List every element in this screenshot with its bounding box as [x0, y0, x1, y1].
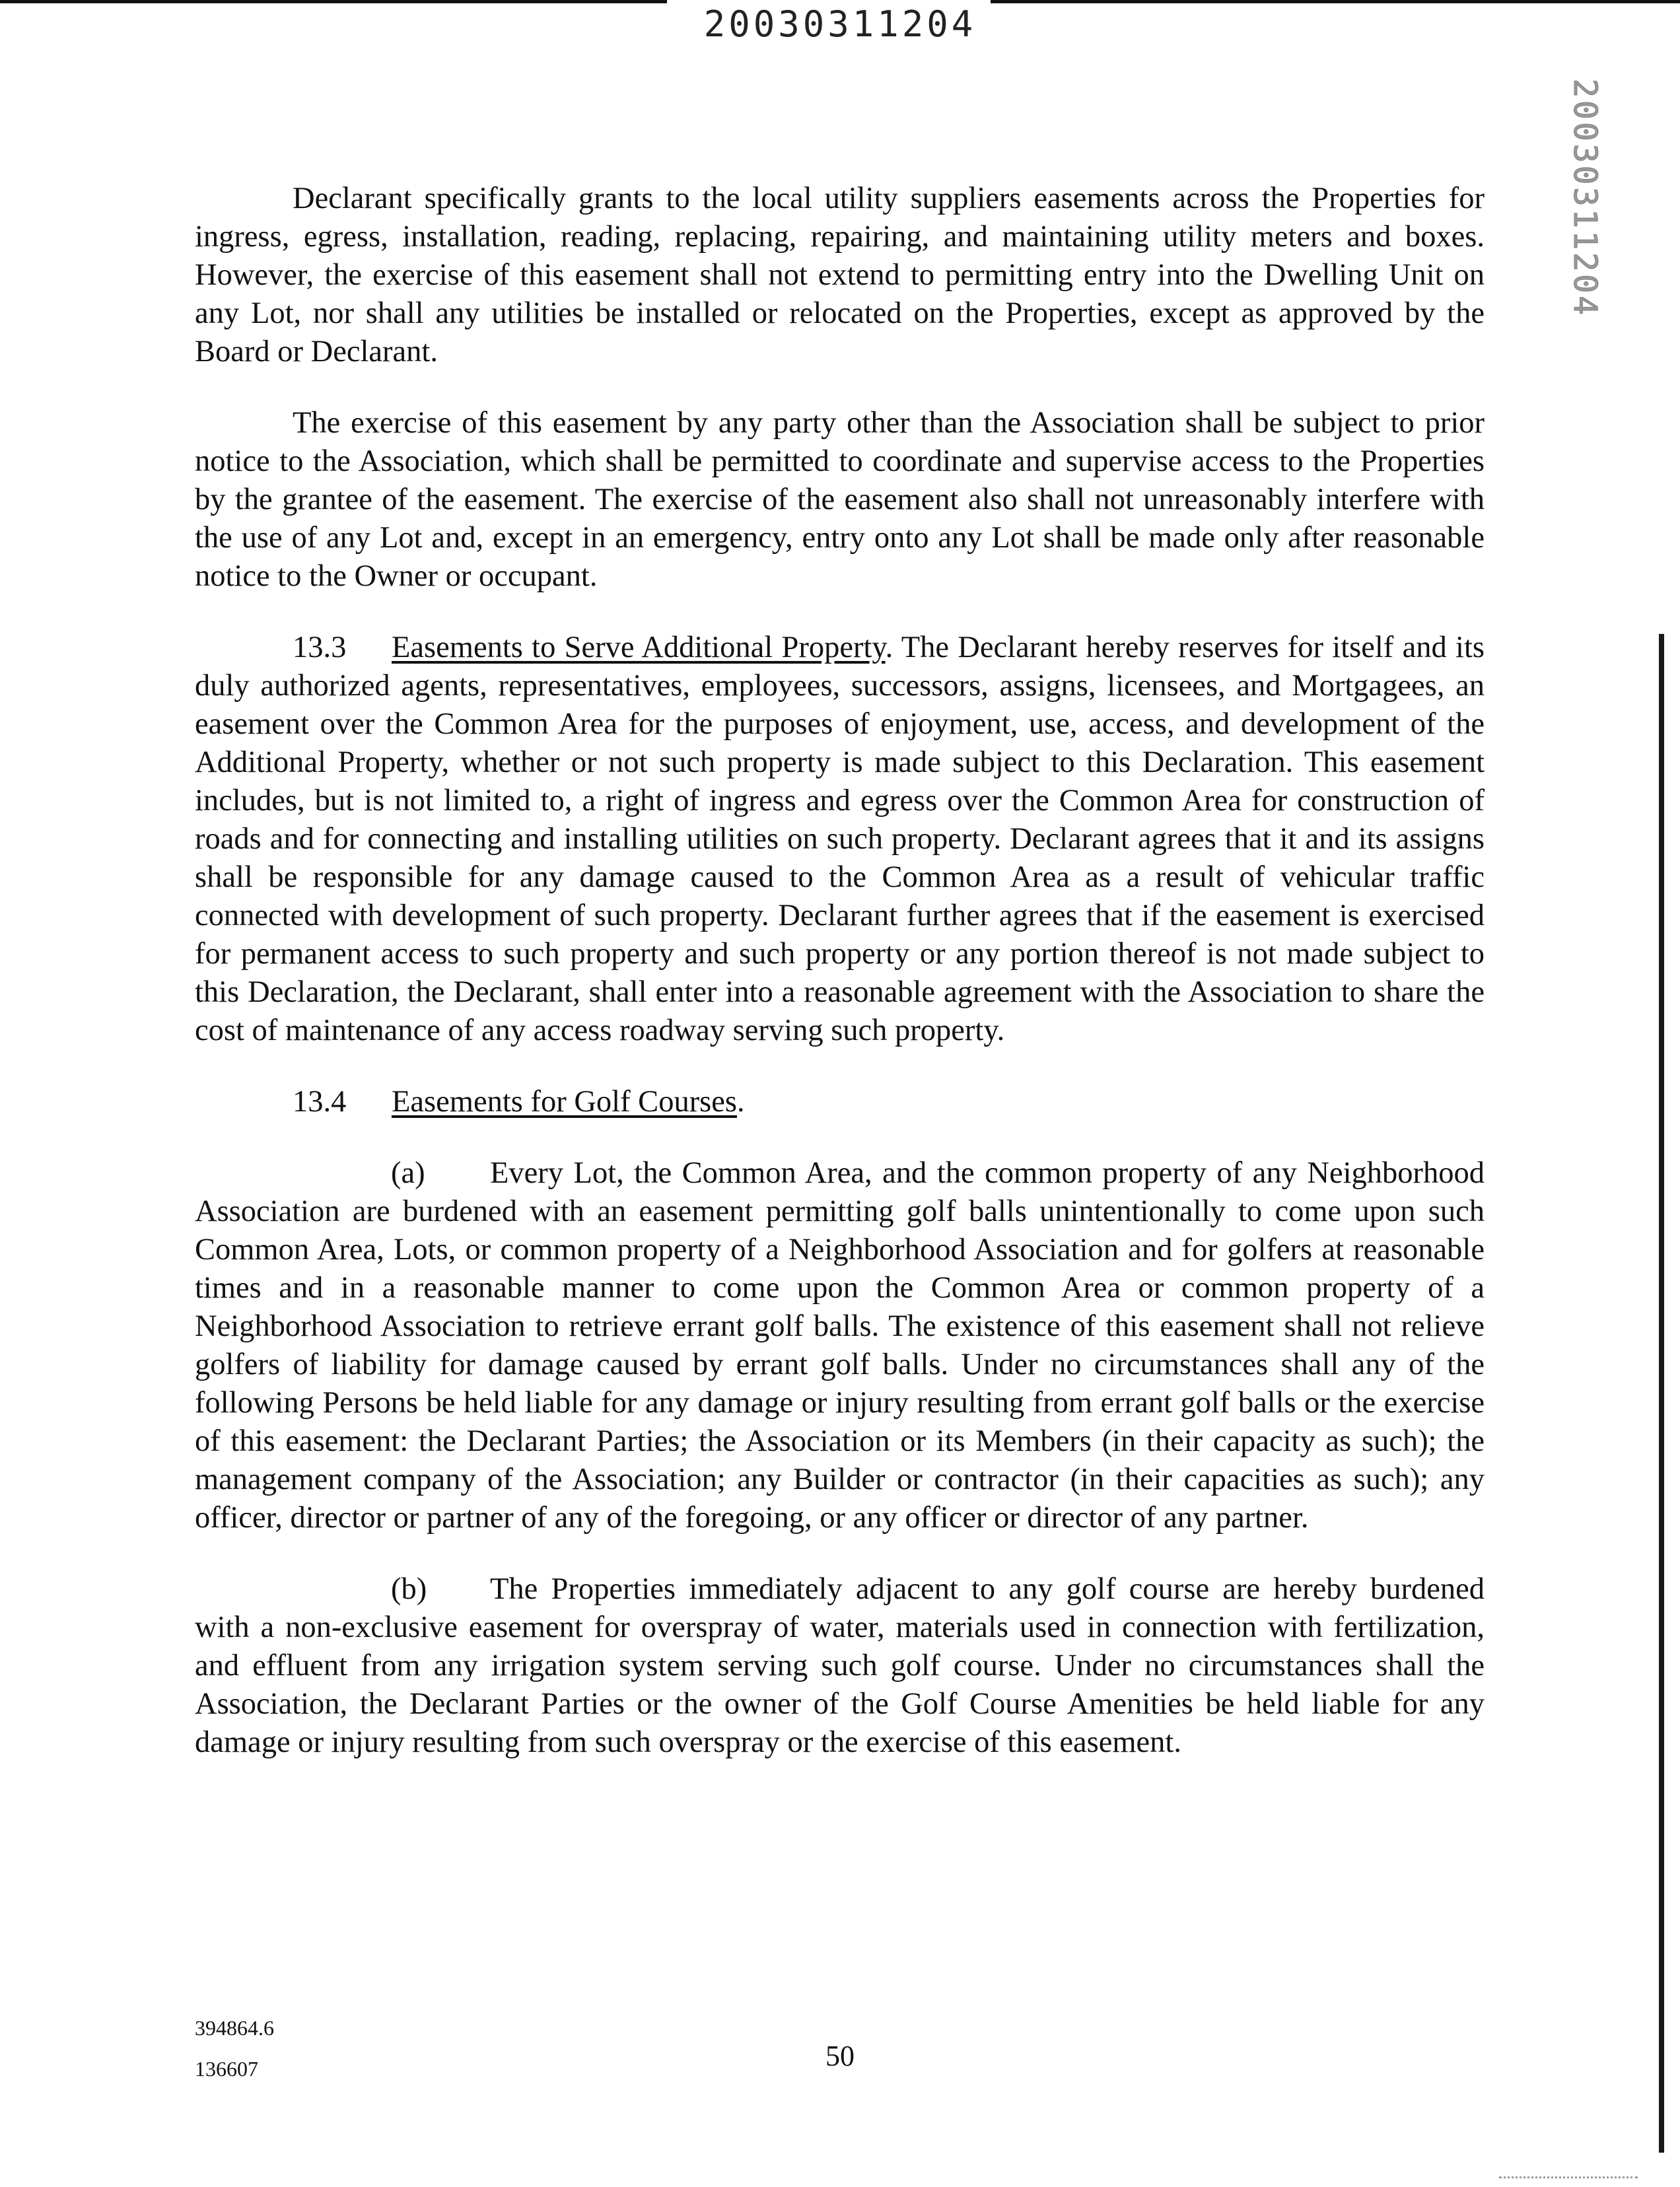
- section-13-3-title: Easements to Serve Additional Property: [392, 631, 886, 664]
- footer-doc-id-2: 136607: [195, 2057, 258, 2081]
- scan-edge-line: [1659, 634, 1664, 2153]
- section-13-4-title-suffix: .: [737, 1085, 745, 1119]
- section-13-4-heading: [195, 1083, 1485, 1121]
- section-13-4-title: Easements for Golf Courses: [392, 1085, 738, 1119]
- paragraph-easement-notice: The exercise of this easement by any party other than the Association shall be subject to prior notice to the Association, which shall be permitted to coordinate and supervise access to the Properties by the grantee of the easement. The exercise of the easement also shall not unreasonably interfere with the use of any Lot and, except in an emergency, entry onto any Lot shall be made only after reasonable notice to the Owner or occupant.: [195, 406, 1485, 593]
- scan-dots: [1499, 2176, 1638, 2178]
- side-stamp-text: 20030311204: [1566, 79, 1604, 318]
- section-13-4-b: [195, 1570, 1485, 1762]
- document-number: 20030311204: [703, 3, 977, 45]
- section-13-4-a-text: Every Lot, the Common Area, and the common property of any Neighborhood Association are burdened with an easement permitting golf balls unintentionally to come upon such Common Area, Lots, or common property of a Neighborhood Association and for golfers at reasonable times and in a reasonable manner to come upon the Common Area or common property of a Neighborhood Association to retrieve errant golf balls. The existence of this easement shall not relieve golfers of liability for damage caused by errant golf balls. Under no circumstances shall any of the following Persons be held liable for any damage or injury resulting from errant golf balls or the exercise of this easement: the Declarant Parties; the Association or its Members (in their capacity as such); the management company of the Association; any Builder or contractor (in their capacities as such); any officer, director or partner of any of the foregoing, or any officer or director of any partner.: [195, 1156, 1485, 1535]
- section-13-4-number: 13.4: [293, 1085, 347, 1119]
- page-number: 50: [825, 2040, 855, 2072]
- section-13-3-number: 13.3: [293, 631, 347, 664]
- paragraph-utility-easement: Declarant specifically grants to the local utility suppliers easements across the Properties for ingress, egress, installation, reading, replacing, repairing, and maintaining utility meters and boxes. However, the exercise of this easement shall not extend to permitting entry into the Dwelling Unit on any Lot, nor shall any utilities be installed or relocated on the Properties, except as approved by the Board or Declarant.: [195, 182, 1485, 368]
- side-stamp: [1565, 79, 1605, 318]
- document-body: [195, 180, 1485, 1795]
- footer-doc-id-1: 394864.6: [195, 2016, 274, 2040]
- section-13-4-a-label: (a): [391, 1156, 425, 1190]
- section-13-4-a: [195, 1154, 1485, 1537]
- section-13-3: [195, 629, 1485, 1050]
- section-13-4-b-text: The Properties immediately adjacent to any golf course are hereby burdened with a non-exclusive easement for overspray of water, materials used in connection with fertilization, and effluent from any irrigation system serving such golf course. Under no circumstances shall the Association, the Declarant Parties or the owner of the Golf Course Amenities be held liable for any damage or injury resulting from such overspray or the exercise of this easement.: [195, 1572, 1485, 1759]
- section-13-4-b-label: (b): [391, 1572, 427, 1606]
- section-13-3-body: . The Declarant hereby reserves for itself and its duly authorized agents, representatives, employees, successors, assigns, licensees, and Mortgagees, an easement over the Common Area for the purposes of enjoyment, use, access, and development of the Additional Property, whether or not such property is made subject to this Declaration. This easement includes, but is not limited to, a right of ingress and egress over the Common Area for construction of roads and for connecting and installing utilities on such property. Declarant agrees that it and its assigns shall be responsible for any damage caused to the Common Area as a result of vehicular traffic connected with development of such property. Declarant further agrees that if the easement is exercised for permanent access to such property and such property or any portion thereof is not made subject to this Declaration, the Declarant, shall enter into a reasonable agreement with the Association to share the cost of maintenance of any access roadway serving such property.: [195, 631, 1485, 1047]
